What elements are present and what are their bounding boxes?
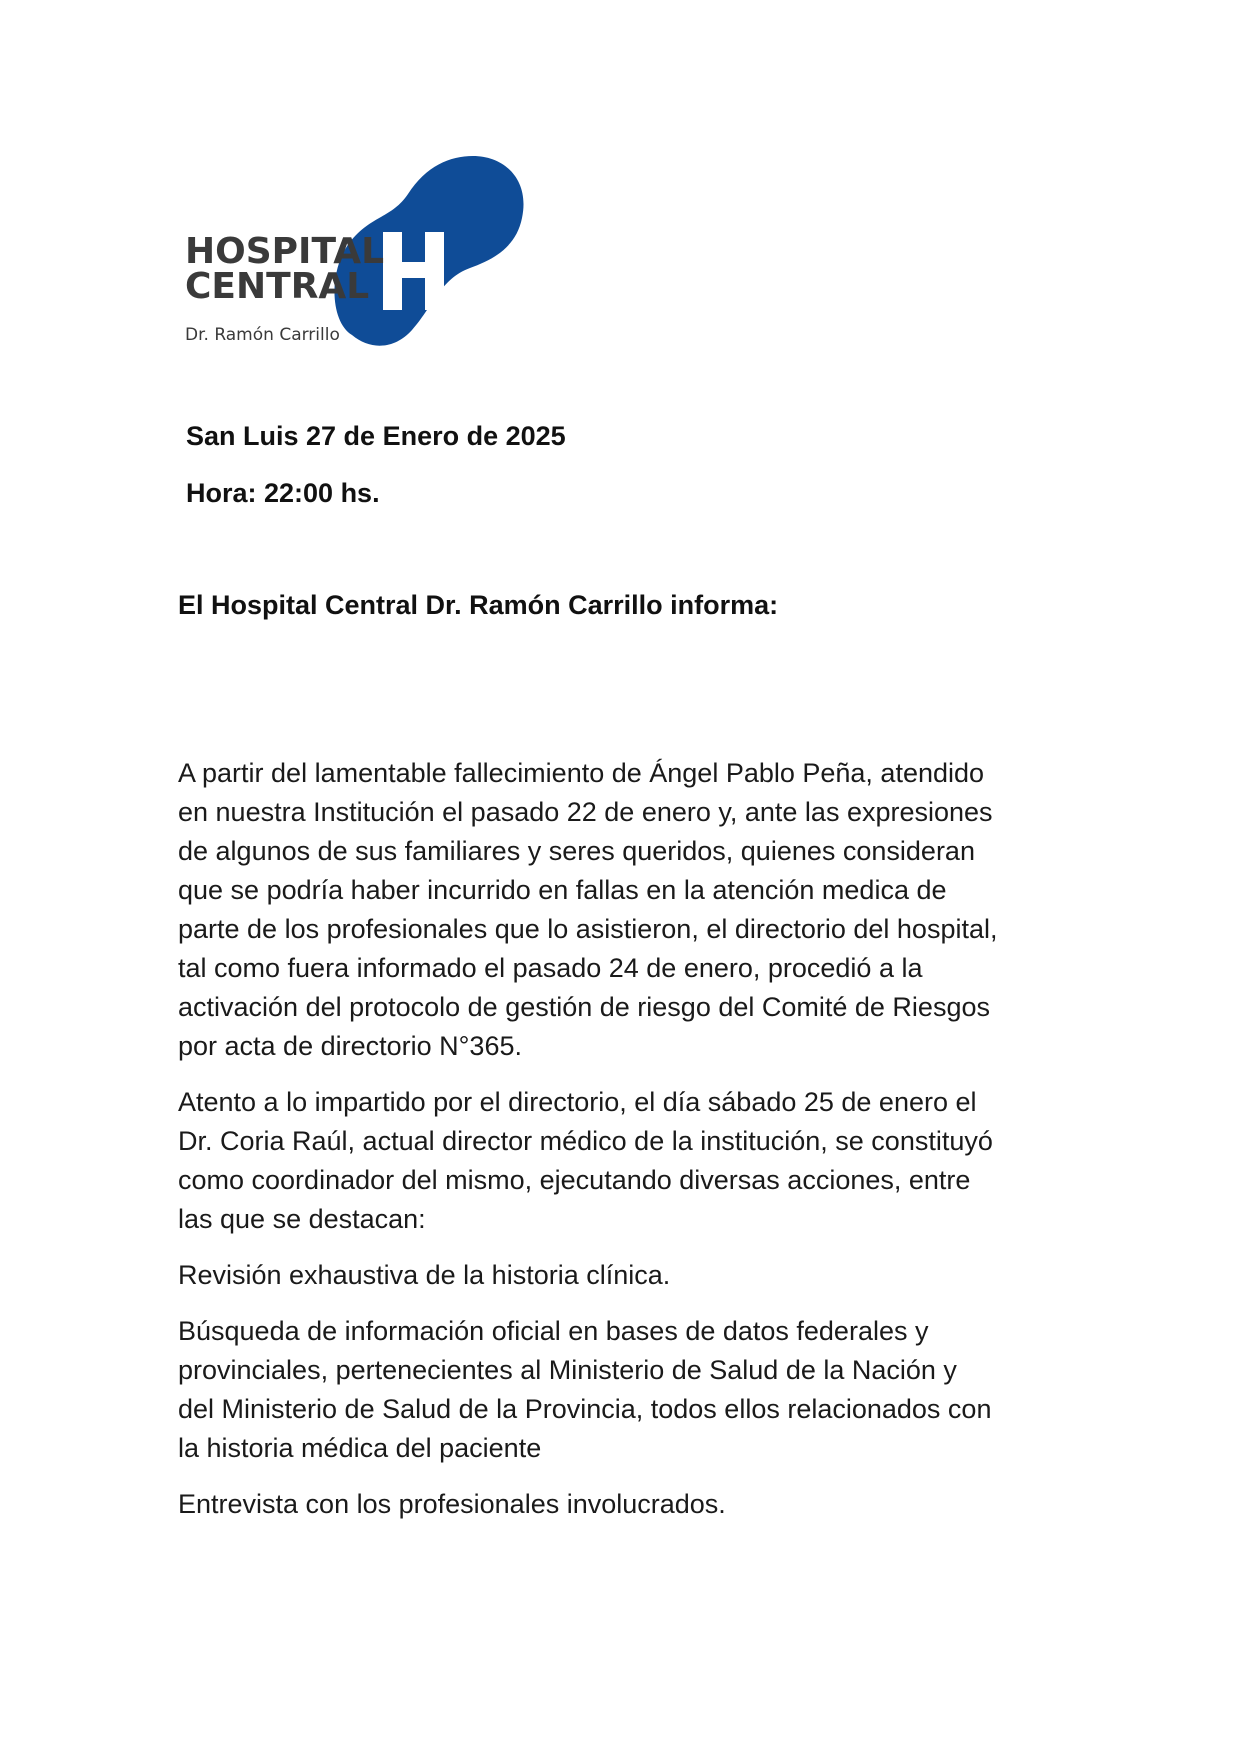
document-intro-heading: El Hospital Central Dr. Ramón Carrillo informa: (178, 590, 779, 620)
body-paragraph: Atento a lo impartido por el directorio, el día sábado 25 de enero el Dr. Coria Raúl, actual director médico de la institución, se constituyó como coordinador del mismo, ejecutando diversas acciones, entre las que se destacan: (178, 1087, 993, 1234)
body-paragraph: Revisión exhaustiva de la historia clínica. (178, 1260, 671, 1290)
document-body (178, 754, 1078, 1541)
logo-line1: HOSPITAL (185, 231, 385, 272)
hospital-logo (180, 150, 540, 355)
logo-line2: CENTRAL (185, 266, 370, 307)
document-time: Hora: 22:00 hs. (186, 478, 380, 508)
document-date: San Luis 27 de Enero de 2025 (186, 421, 566, 451)
hospital-logo-mark (180, 150, 540, 355)
body-paragraph: Entrevista con los profesionales involucrados. (178, 1489, 726, 1519)
body-paragraph: A partir del lamentable fallecimiento de Ángel Pablo Peña, atendido en nuestra Institución el pasado 22 de enero y, ante las expresiones de algunos de sus familiares y seres queridos, quienes consideran que se podría haber incurrido en fallas en la atención medica de parte de los profesionales que lo asistieron, el directorio del hospital, tal como fuera informado el pasado 24 de enero, procedió a la activación del protocolo de gestión de riesgo del Comité de Riesgos por acta de directorio N°365. (178, 758, 998, 1061)
body-paragraph: Búsqueda de información oficial en bases de datos federales y provinciales, pertenecientes al Ministerio de Salud de la Nación y del Ministerio de Salud de la Provincia, todos ellos relacionados con la historia médica del paciente (178, 1316, 992, 1463)
logo-subtitle: Dr. Ramón Carrillo (185, 325, 340, 345)
